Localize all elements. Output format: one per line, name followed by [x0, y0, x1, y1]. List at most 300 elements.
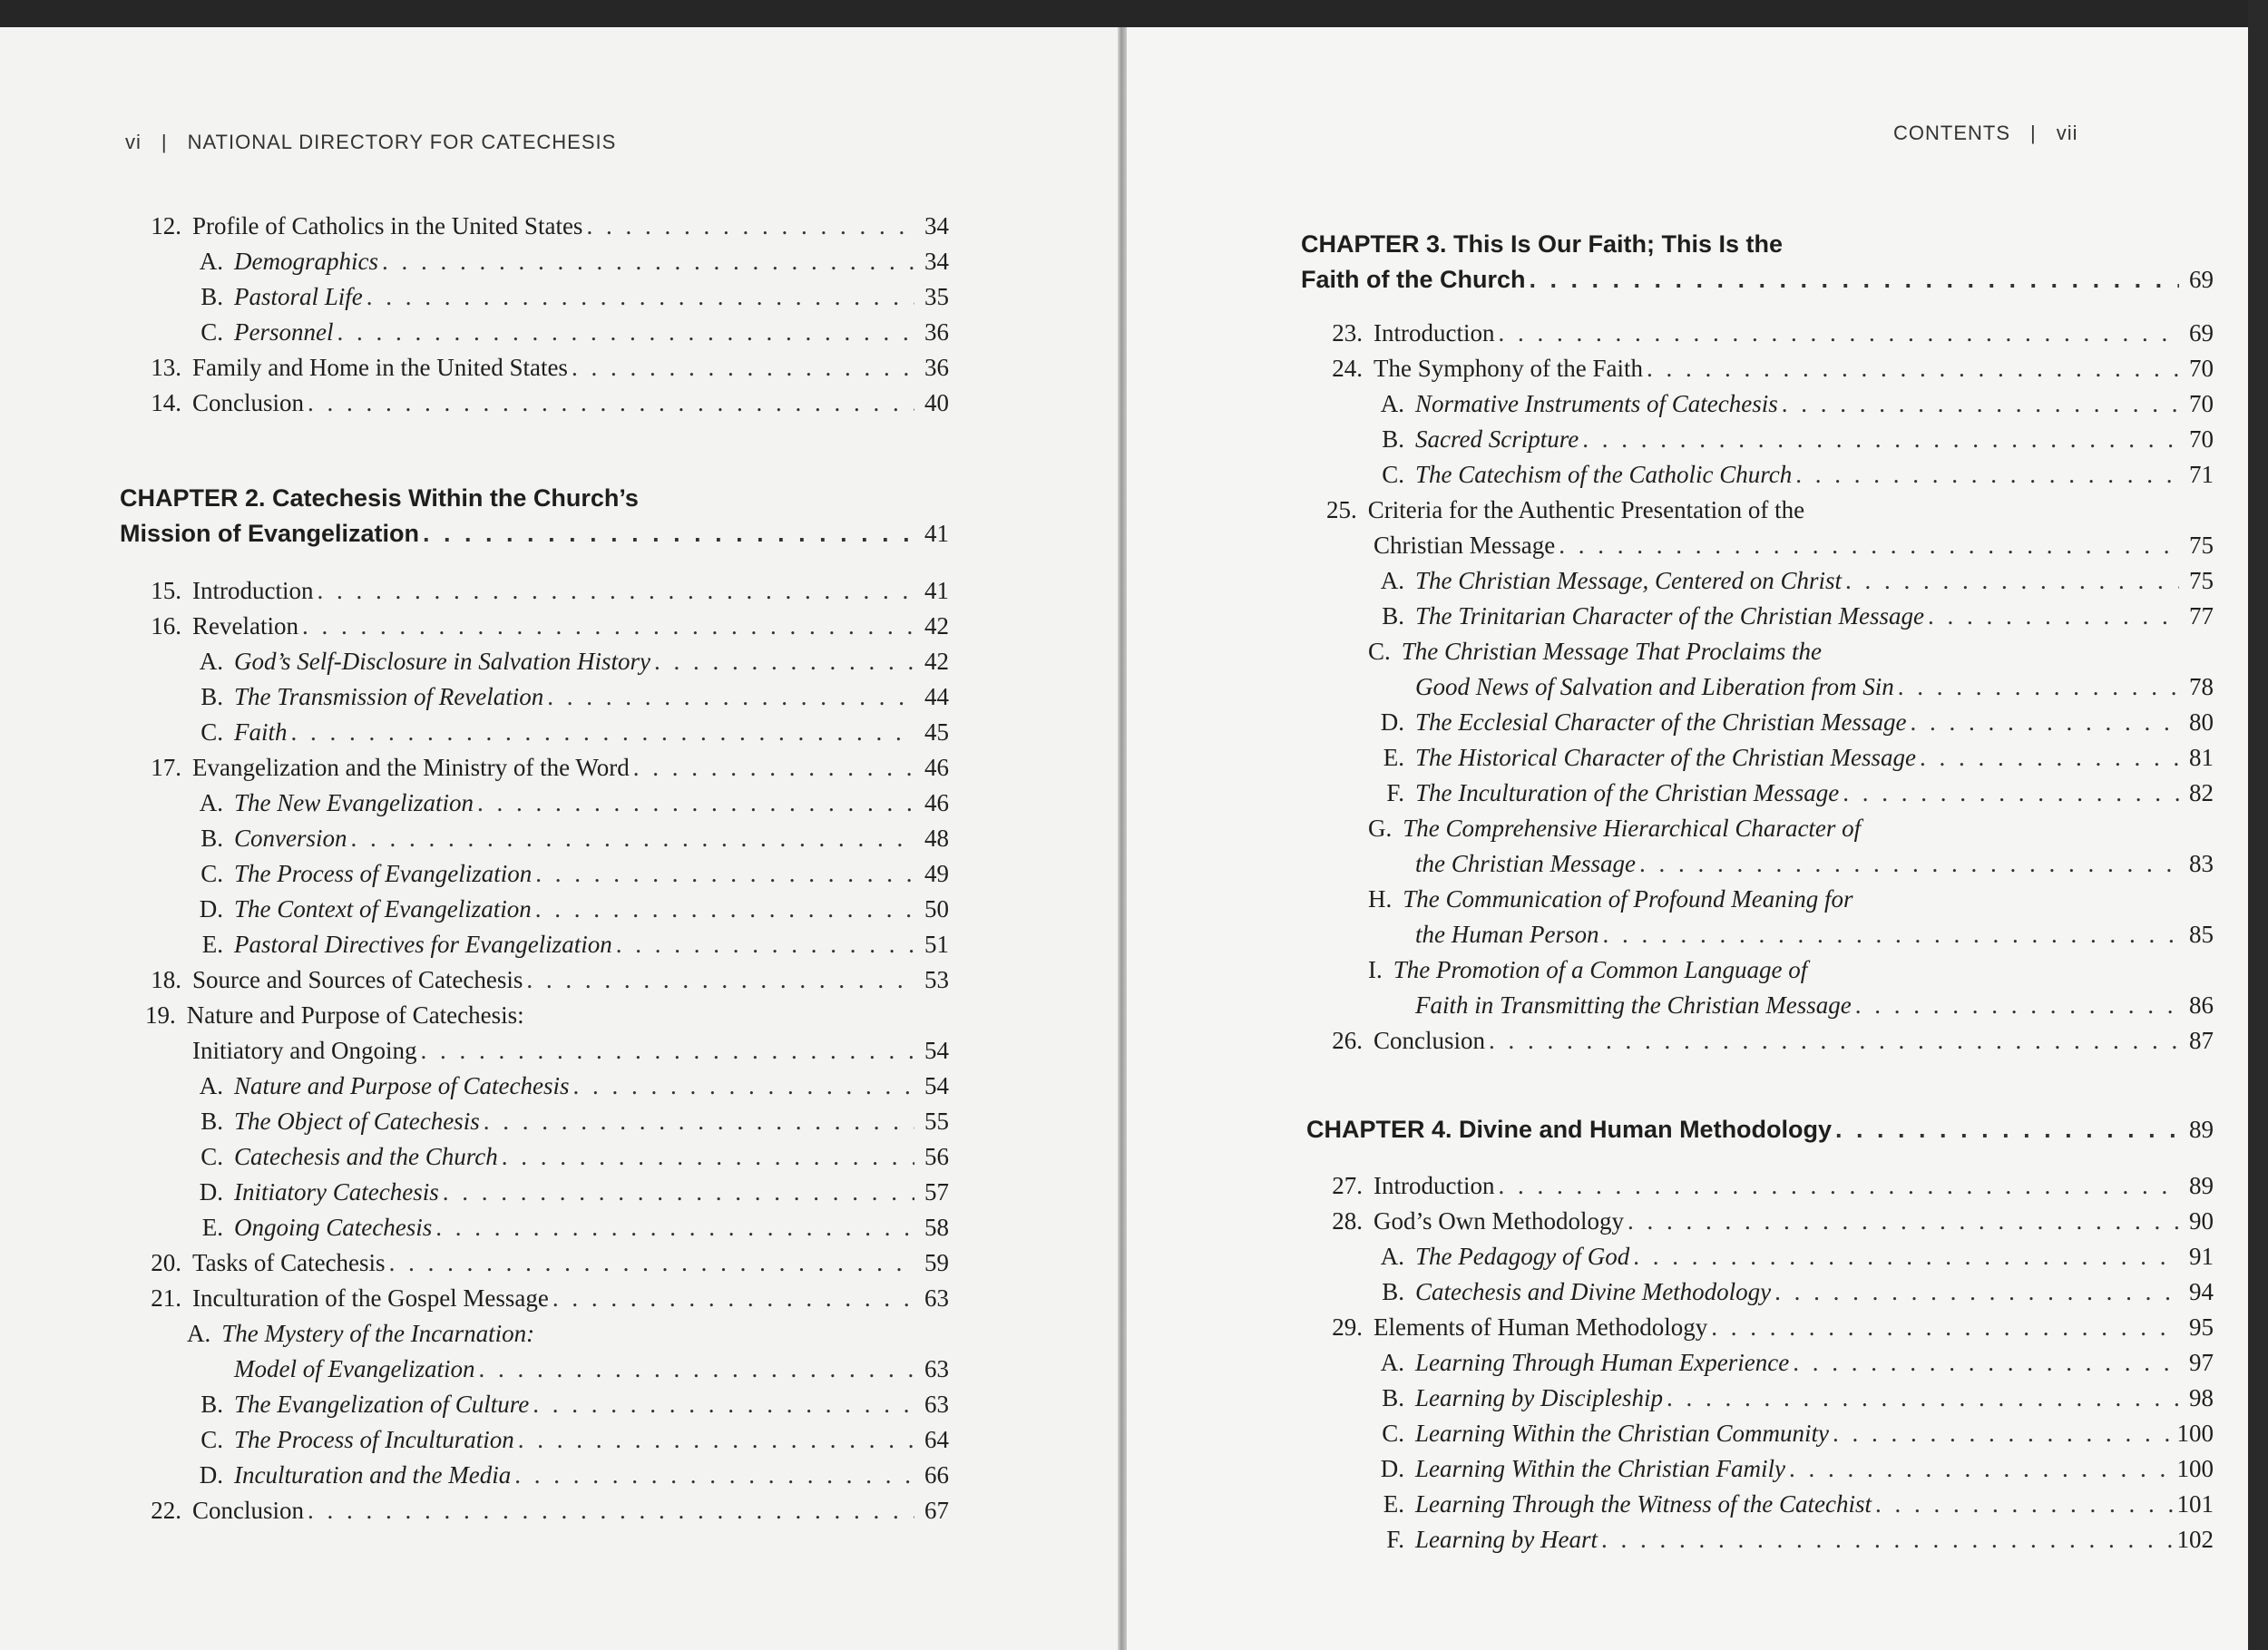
toc-entry-page: 90 — [2189, 1207, 2214, 1235]
leader-dots — [1789, 1451, 2173, 1487]
leader-dots — [1875, 1487, 2174, 1522]
chapter-4-heading — [1306, 1112, 2214, 1147]
leader-dots — [337, 315, 914, 350]
leader-dots — [317, 573, 914, 609]
toc-entry-label: Learning Within the Christian Family — [1415, 1455, 1786, 1482]
toc-entry[interactable] — [145, 244, 949, 279]
toc-entry-number: A. — [187, 1320, 211, 1347]
toc-entry-number: 25. — [1326, 496, 1357, 523]
toc-entry-number: E. — [201, 931, 223, 958]
toc-entry[interactable] — [1326, 351, 2214, 386]
toc-entry-page: 97 — [2189, 1349, 2214, 1376]
toc-entry-number: B. — [1382, 425, 1404, 453]
toc-entry-label-continued: the Christian Message — [1415, 850, 1636, 877]
toc-entry-page: 48 — [924, 825, 949, 852]
toc-entry[interactable] — [145, 821, 949, 856]
toc-entry-number: B. — [200, 683, 223, 710]
leader-dots — [367, 279, 914, 315]
header-separator: | — [161, 131, 168, 153]
toc-entry-label: Revelation — [192, 612, 298, 639]
right-running-header — [1893, 122, 2078, 145]
toc-entry-page: 101 — [2176, 1490, 2214, 1518]
chapter-title-line1: CHAPTER 2. Catechesis Within the Church’s — [120, 484, 639, 512]
toc-entry[interactable] — [145, 1139, 949, 1175]
toc-entry-number: D. — [1380, 1455, 1404, 1482]
toc-entry-label: Demographics — [234, 248, 378, 275]
right-page-number: vii — [2056, 122, 2078, 144]
leader-dots — [308, 1493, 914, 1528]
toc-entry-page: 34 — [924, 248, 949, 275]
leader-dots — [1920, 740, 2179, 776]
toc-entry-number: C. — [200, 1143, 223, 1170]
toc-entry-label: Pastoral Life — [234, 283, 363, 310]
toc-entry-label: Profile of Catholics in the United States — [192, 212, 583, 239]
toc-entry-label: Nature and Purpose of Catechesis: — [186, 1001, 524, 1029]
toc-entry-label-continued: Christian Message — [1374, 532, 1556, 559]
toc-entry[interactable] — [1326, 846, 2214, 882]
leader-dots — [533, 1387, 914, 1422]
toc-entry-number: H. — [1368, 885, 1393, 913]
toc-entry-label: Normative Instruments of Catechesis — [1415, 390, 1778, 417]
toc-entry-label: Conversion — [234, 825, 347, 852]
toc-entry-label: Personnel — [234, 318, 334, 346]
toc-entry-label-continued: Good News of Salvation and Liberation from Sin — [1415, 673, 1894, 700]
leader-dots — [514, 1458, 914, 1493]
leader-dots — [1498, 316, 2179, 351]
leader-dots — [302, 609, 914, 644]
leader-dots — [478, 1352, 914, 1387]
toc-entry-label: Nature and Purpose of Catechesis — [234, 1072, 570, 1099]
toc-entry[interactable] — [1326, 457, 2214, 493]
toc-entry-number: A. — [1380, 1243, 1404, 1270]
chapter-page: 69 — [2189, 266, 2214, 293]
toc-entry-label: The Evangelization of Culture — [234, 1391, 530, 1418]
toc-entry-number: 28. — [1332, 1207, 1363, 1235]
toc-entry-page: 36 — [924, 318, 949, 346]
leader-dots — [547, 679, 914, 715]
leader-dots — [518, 1422, 914, 1458]
toc-entry-label: Criteria for the Authentic Presentation of the — [1367, 496, 1805, 523]
toc-entry-number: I. — [1368, 956, 1383, 983]
toc-entry-label: The Christian Message That Proclaims the — [1401, 638, 1823, 665]
toc-entry-number: 26. — [1332, 1027, 1363, 1054]
leader-dots — [1602, 917, 2179, 952]
toc-entry-page: 80 — [2189, 708, 2214, 736]
toc-entry-number: 20. — [151, 1249, 181, 1276]
toc-entry-number: 29. — [1332, 1313, 1363, 1341]
toc-entry-number: A. — [199, 1072, 223, 1099]
toc-entry-page: 51 — [924, 931, 949, 958]
leader-dots — [1489, 1023, 2179, 1059]
toc-entry-number: 27. — [1332, 1172, 1363, 1199]
toc-entry-page: 46 — [924, 754, 949, 781]
leader-dots — [535, 856, 914, 892]
toc-entry-page: 85 — [2189, 921, 2214, 948]
leader-dots — [1782, 386, 2179, 422]
leader-dots — [1633, 1239, 2179, 1274]
toc-list-left-top — [145, 209, 949, 421]
toc-entry[interactable] — [145, 1422, 949, 1458]
toc-entry-number: F. — [1386, 779, 1404, 806]
toc-list-chapter-2 — [145, 573, 949, 1528]
leader-dots — [552, 1281, 914, 1316]
book-gutter — [1118, 27, 1127, 1650]
toc-entry-page: 58 — [924, 1214, 949, 1241]
toc-entry-number: A. — [1380, 390, 1404, 417]
toc-entry-label: The Pedagogy of God — [1415, 1243, 1630, 1270]
scan-top-edge — [0, 0, 2268, 27]
toc-entry[interactable] — [145, 386, 949, 421]
toc-entry-label: The Mystery of the Incarnation: — [221, 1320, 535, 1347]
toc-entry[interactable] — [145, 1245, 949, 1281]
toc-list-chapter-4 — [1326, 1168, 2214, 1557]
leader-dots — [1928, 599, 2179, 634]
toc-entry-number: B. — [200, 825, 223, 852]
leader-dots — [1498, 1168, 2179, 1204]
toc-entry[interactable] — [145, 715, 949, 750]
toc-entry-page: 75 — [2189, 567, 2214, 594]
toc-entry-label: Faith — [234, 718, 288, 746]
toc-entry[interactable] — [145, 1033, 949, 1069]
toc-entry-number: C. — [1382, 461, 1404, 488]
toc-entry[interactable] — [145, 644, 949, 679]
toc-entry[interactable] — [145, 1104, 949, 1139]
toc-entry[interactable] — [1326, 1487, 2214, 1522]
toc-entry-page: 57 — [924, 1178, 949, 1206]
leader-dots — [654, 644, 914, 679]
toc-entry-number: G. — [1368, 815, 1393, 842]
toc-entry-page: 98 — [2189, 1384, 2214, 1411]
toc-entry-label: Evangelization and the Ministry of the Word — [192, 754, 630, 781]
toc-entry[interactable] — [145, 1458, 949, 1493]
toc-entry-number: A. — [1380, 1349, 1404, 1376]
toc-entry-number: 21. — [151, 1284, 181, 1312]
toc-entry-page: 81 — [2189, 744, 2214, 771]
toc-entry-label: The Historical Character of the Christian Message — [1415, 744, 1916, 771]
toc-entry-page: 36 — [924, 354, 949, 381]
toc-entry-line1 — [1326, 634, 2214, 669]
toc-entry-number: 18. — [151, 966, 181, 993]
toc-entry-label: Introduction — [192, 577, 314, 604]
toc-entry-page: 95 — [2189, 1313, 2214, 1341]
leader-dots — [1601, 1522, 2174, 1557]
toc-entry-label: Pastoral Directives for Evangelization — [234, 931, 612, 958]
leader-dots — [502, 1139, 914, 1175]
toc-entry-label: Ongoing Catechesis — [234, 1214, 433, 1241]
toc-entry-number: D. — [1380, 708, 1404, 736]
toc-entry[interactable] — [1326, 1204, 2214, 1239]
toc-entry[interactable] — [1326, 705, 2214, 740]
toc-entry-page: 67 — [924, 1497, 949, 1524]
toc-entry[interactable] — [145, 350, 949, 386]
toc-entry-label: The Transmission of Revelation — [234, 683, 544, 710]
chapter-page: 41 — [924, 520, 949, 547]
toc-entry-page: 102 — [2176, 1526, 2214, 1553]
toc-entry-page: 63 — [924, 1391, 949, 1418]
toc-entry-label: Conclusion — [192, 389, 305, 416]
leader-dots — [351, 821, 915, 856]
toc-entry-label: Family and Home in the United States — [192, 354, 568, 381]
toc-entry-line1 — [1326, 811, 2214, 846]
toc-entry-label: Source and Sources of Catechesis — [192, 966, 523, 993]
toc-entry[interactable] — [145, 209, 949, 244]
leader-dots — [1843, 776, 2179, 811]
toc-entry-label: The Process of Evangelization — [234, 860, 533, 887]
toc-entry-label: Inculturation of the Gospel Message — [192, 1284, 549, 1312]
toc-entry[interactable] — [1326, 1168, 2214, 1204]
toc-entry-number: B. — [1382, 1278, 1404, 1305]
toc-entry[interactable] — [1326, 599, 2214, 634]
toc-entry-page: 45 — [924, 718, 949, 746]
toc-entry[interactable] — [145, 1210, 949, 1245]
header-separator: | — [2030, 122, 2037, 144]
leader-dots — [1559, 528, 2179, 563]
toc-entry-label: The Christian Message, Centered on Christ — [1415, 567, 1842, 594]
toc-entry-page: 34 — [924, 212, 949, 239]
toc-entry-number: 22. — [151, 1497, 181, 1524]
toc-entry[interactable] — [1326, 563, 2214, 599]
toc-entry-number: A. — [199, 648, 223, 675]
toc-entry-number: 12. — [151, 212, 181, 239]
toc-entry-page: 44 — [924, 683, 949, 710]
toc-entry-page: 50 — [924, 895, 949, 923]
toc-entry-label: Catechesis and Divine Methodology — [1415, 1278, 1772, 1305]
toc-entry[interactable] — [1326, 386, 2214, 422]
toc-entry-page: 49 — [924, 860, 949, 887]
toc-entry-number: B. — [1382, 602, 1404, 630]
toc-entry[interactable] — [1326, 988, 2214, 1023]
toc-entry-line1 — [145, 998, 949, 1033]
chapter-title-line2: Mission of Evangelization — [120, 520, 420, 547]
toc-entry-page: 83 — [2189, 850, 2214, 877]
toc-entry-page: 56 — [924, 1143, 949, 1170]
toc-entry[interactable] — [145, 1387, 949, 1422]
toc-entry-page: 42 — [924, 648, 949, 675]
toc-entry[interactable] — [1326, 1345, 2214, 1381]
toc-entry[interactable] — [1326, 1023, 2214, 1059]
toc-entry-label: Learning Through the Witness of the Catechist — [1415, 1490, 1872, 1518]
toc-entry[interactable] — [1326, 528, 2214, 563]
toc-entry-line1 — [1326, 493, 2214, 528]
toc-entry-label: Conclusion — [1374, 1027, 1486, 1054]
toc-entry[interactable] — [145, 1281, 949, 1316]
leader-dots — [1835, 1112, 2179, 1147]
toc-entry-page: 86 — [2189, 991, 2214, 1019]
toc-entry-page: 91 — [2189, 1243, 2214, 1270]
toc-entry-page: 100 — [2176, 1420, 2214, 1447]
toc-entry-label: The Communication of Profound Meaning for — [1403, 885, 1853, 913]
toc-entry[interactable] — [145, 786, 949, 821]
toc-entry-page: 75 — [2189, 532, 2214, 559]
toc-entry-number: 19. — [145, 1001, 176, 1029]
leader-dots — [1793, 1345, 2179, 1381]
toc-entry-number: E. — [1383, 1490, 1404, 1518]
toc-entry[interactable] — [145, 609, 949, 644]
right-page — [1127, 27, 2268, 1650]
toc-entry[interactable] — [1326, 917, 2214, 952]
toc-entry-number: C. — [1368, 638, 1391, 665]
toc-entry-page: 53 — [924, 966, 949, 993]
toc-entry-number: F. — [1386, 1526, 1404, 1553]
leader-dots — [1855, 988, 2179, 1023]
leader-dots — [389, 1245, 914, 1281]
toc-entry-page: 71 — [2189, 461, 2214, 488]
toc-list-chapter-3 — [1326, 316, 2214, 1059]
toc-entry-label: The Trinitarian Character of the Christian Message — [1415, 602, 1925, 630]
toc-entry-page: 40 — [924, 389, 949, 416]
toc-entry[interactable] — [145, 927, 949, 962]
toc-entry-number: A. — [1380, 567, 1404, 594]
toc-entry[interactable] — [1326, 740, 2214, 776]
leader-dots — [526, 962, 914, 998]
left-header-title: NATIONAL DIRECTORY FOR CATECHESIS — [187, 131, 617, 153]
toc-entry-page: 64 — [924, 1426, 949, 1453]
toc-entry-page: 77 — [2189, 602, 2214, 630]
toc-entry[interactable] — [145, 1493, 949, 1528]
toc-entry-page: 42 — [924, 612, 949, 639]
leader-dots — [572, 350, 914, 386]
leader-dots — [477, 786, 914, 821]
toc-entry[interactable] — [1326, 422, 2214, 457]
toc-entry[interactable] — [145, 892, 949, 927]
toc-entry-label: The Ecclesial Character of the Christian Message — [1415, 708, 1907, 736]
toc-entry-line1 — [145, 1316, 949, 1352]
toc-entry-number: B. — [200, 1391, 223, 1418]
toc-entry[interactable] — [145, 962, 949, 998]
toc-entry-number: 16. — [151, 612, 181, 639]
toc-entry-page: 55 — [924, 1108, 949, 1135]
toc-entry-number: 14. — [151, 389, 181, 416]
toc-entry-label: God’s Self-Disclosure in Salvation History — [234, 648, 650, 675]
toc-entry-number: 24. — [1332, 355, 1363, 382]
toc-entry[interactable] — [145, 1175, 949, 1210]
leader-dots — [616, 927, 914, 962]
toc-entry-number: A. — [199, 789, 223, 816]
leader-dots — [1582, 422, 2179, 457]
toc-entry-label: Learning by Discipleship — [1415, 1384, 1663, 1411]
toc-entry[interactable] — [145, 573, 949, 609]
toc-entry-label-continued: Initiatory and Ongoing — [192, 1037, 417, 1064]
toc-entry-label: The Context of Evangelization — [234, 895, 532, 923]
left-page-number: vi — [125, 131, 142, 153]
toc-entry[interactable] — [1326, 1451, 2214, 1487]
toc-entry-label: The Comprehensive Hierarchical Character of — [1403, 815, 1862, 842]
toc-entry[interactable] — [1326, 316, 2214, 351]
toc-entry[interactable] — [1326, 1522, 2214, 1557]
toc-entry-label: Learning by Heart — [1415, 1526, 1598, 1553]
toc-entry[interactable] — [1326, 1416, 2214, 1451]
toc-entry-label: God’s Own Methodology — [1374, 1207, 1624, 1235]
toc-entry[interactable] — [1326, 1239, 2214, 1274]
toc-entry-page: 87 — [2189, 1027, 2214, 1054]
toc-entry-label: Learning Through Human Experience — [1415, 1349, 1790, 1376]
toc-entry-page: 66 — [924, 1461, 949, 1489]
toc-entry-page: 54 — [924, 1072, 949, 1099]
toc-entry-label: Elements of Human Methodology — [1374, 1313, 1708, 1341]
leader-dots — [1774, 1274, 2179, 1310]
toc-entry-number: C. — [200, 1426, 223, 1453]
toc-entry[interactable] — [145, 315, 949, 350]
leader-dots — [1795, 457, 2179, 493]
right-header-title: CONTENTS — [1893, 122, 2010, 144]
chapter-title-line1: CHAPTER 4. Divine and Human Methodology — [1306, 1116, 1833, 1143]
chapter-2-heading — [120, 481, 949, 552]
chapter-title-line1: CHAPTER 3. This Is Our Faith; This Is the — [1301, 230, 1784, 258]
toc-entry-number: A. — [199, 248, 223, 275]
toc-entry-label: Initiatory Catechesis — [234, 1178, 439, 1206]
toc-entry-number: 17. — [151, 754, 181, 781]
toc-entry-page: 41 — [924, 577, 949, 604]
leader-dots — [443, 1175, 914, 1210]
toc-entry[interactable] — [1326, 776, 2214, 811]
toc-entry[interactable] — [1326, 1381, 2214, 1416]
leader-dots — [1711, 1310, 2179, 1345]
toc-entry-number: E. — [201, 1214, 223, 1241]
toc-entry-page: 70 — [2189, 355, 2214, 382]
leader-dots — [423, 516, 914, 552]
toc-entry-label-continued: the Human Person — [1415, 921, 1599, 948]
chapter-3-heading — [1301, 227, 2214, 298]
toc-entry-label: The New Evangelization — [234, 789, 474, 816]
toc-entry-number: C. — [200, 860, 223, 887]
toc-entry-label: The Object of Catechesis — [234, 1108, 480, 1135]
toc-entry-page: 70 — [2189, 425, 2214, 453]
toc-entry-label: The Process of Inculturation — [234, 1426, 514, 1453]
toc-entry-label: The Catechism of the Catholic Church — [1415, 461, 1793, 488]
toc-entry-label: Tasks of Catechesis — [192, 1249, 386, 1276]
leader-dots — [1529, 262, 2179, 298]
toc-entry[interactable] — [145, 750, 949, 786]
toc-entry-number: B. — [200, 283, 223, 310]
leader-dots — [291, 715, 915, 750]
toc-entry[interactable] — [1326, 1274, 2214, 1310]
left-page — [0, 27, 1118, 1650]
leader-dots — [1833, 1416, 2173, 1451]
chapter-title-line2: Faith of the Church — [1301, 266, 1526, 293]
toc-entry-line1 — [1326, 952, 2214, 988]
toc-entry-line1 — [1326, 882, 2214, 917]
left-running-header — [125, 131, 616, 154]
toc-entry[interactable] — [145, 679, 949, 715]
leader-dots — [435, 1210, 914, 1245]
toc-entry[interactable] — [145, 279, 949, 315]
toc-entry-label: Catechesis and the Church — [234, 1143, 498, 1170]
leader-dots — [572, 1069, 914, 1104]
toc-entry-number: C. — [1382, 1420, 1404, 1447]
toc-entry-label: Sacred Scripture — [1415, 425, 1579, 453]
toc-entry-page: 35 — [924, 283, 949, 310]
leader-dots — [586, 209, 914, 244]
leader-dots — [1898, 669, 2179, 705]
toc-entry-label: Learning Within the Christian Community — [1415, 1420, 1830, 1447]
leader-dots — [1667, 1381, 2179, 1416]
chapter-page: 89 — [2189, 1116, 2214, 1143]
toc-entry[interactable] — [145, 1352, 949, 1387]
toc-entry[interactable] — [1326, 669, 2214, 705]
scan-right-edge — [2248, 0, 2268, 1650]
toc-entry-page: 70 — [2189, 390, 2214, 417]
toc-entry[interactable] — [145, 856, 949, 892]
toc-entry[interactable] — [1326, 1310, 2214, 1345]
toc-entry-number: 23. — [1332, 319, 1363, 347]
leader-dots — [1647, 351, 2179, 386]
toc-entry[interactable] — [145, 1069, 949, 1104]
toc-entry-number: B. — [1382, 1384, 1404, 1411]
leader-dots — [1628, 1204, 2179, 1239]
toc-entry-label: The Promotion of a Common Language of — [1393, 956, 1808, 983]
toc-entry-number: 13. — [151, 354, 181, 381]
leader-dots — [1845, 563, 2179, 599]
